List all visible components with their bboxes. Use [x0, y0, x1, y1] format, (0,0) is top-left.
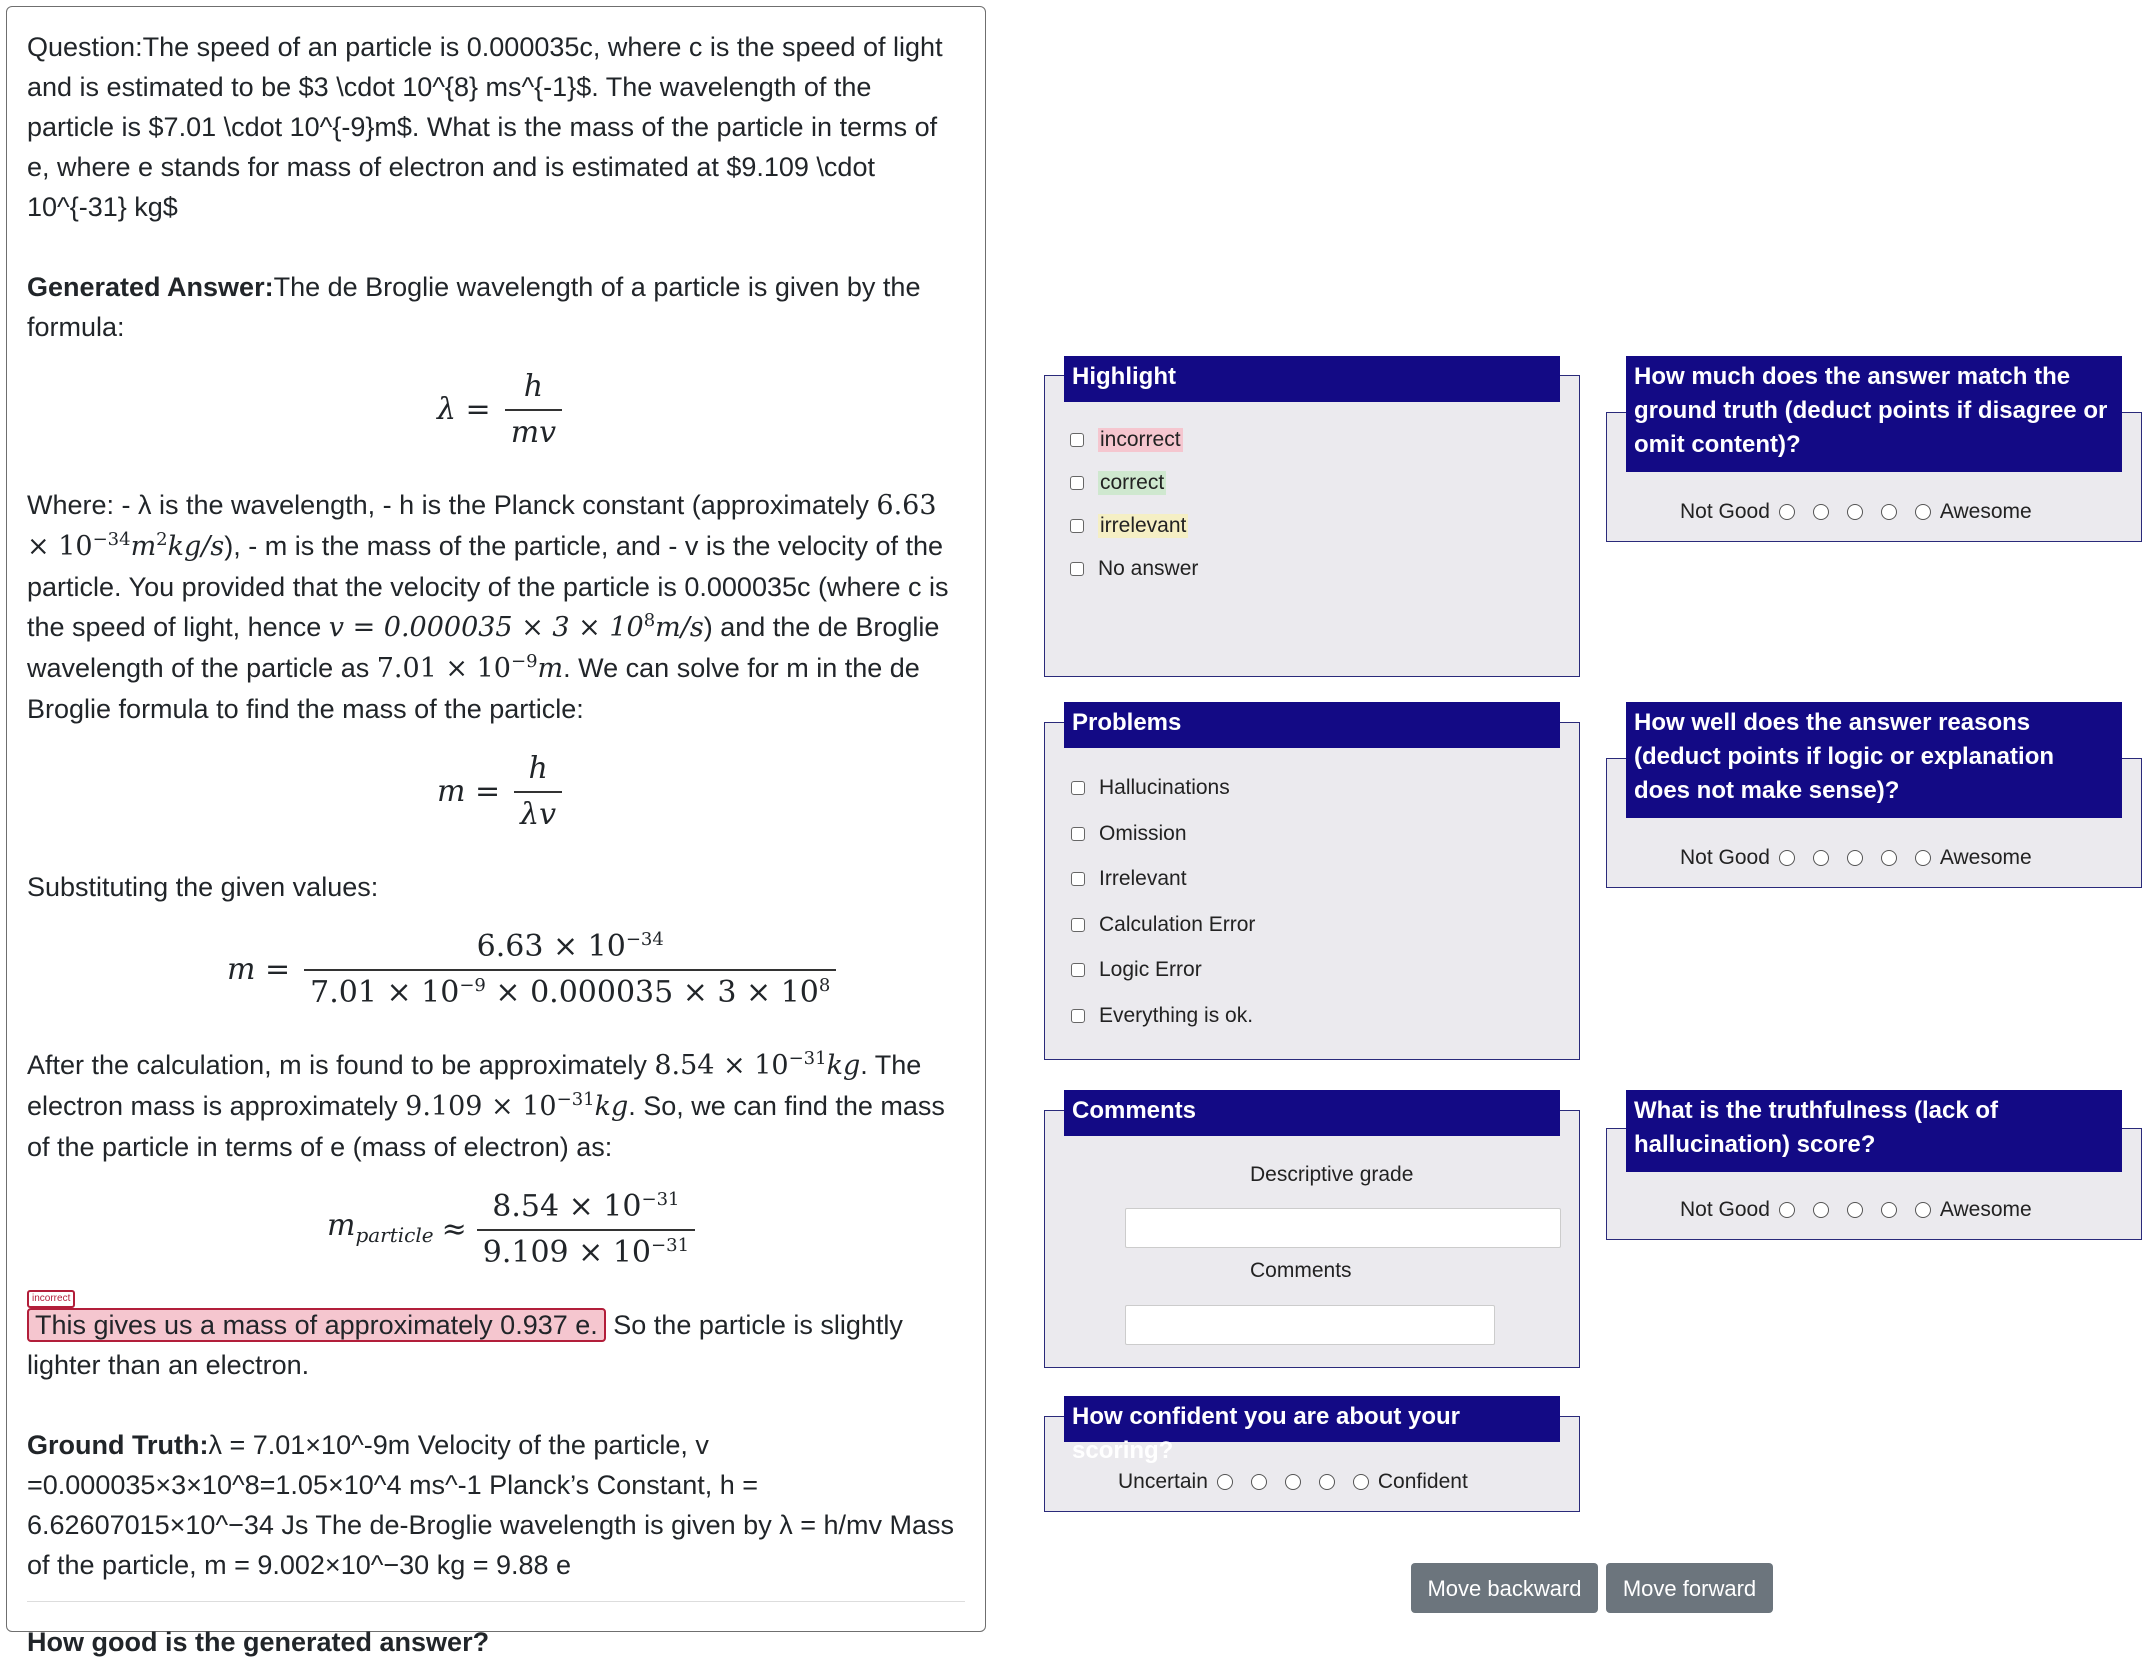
equation-lambda: λ = $\frac{h}{mv}$ — [27, 365, 965, 455]
highlight-tag-incorrect: incorrect — [27, 1290, 75, 1308]
reason-radio-5[interactable] — [1915, 850, 1931, 866]
problem-option-calculation-error[interactable]: Calculation Error — [1071, 913, 1255, 937]
ground-truth-text: Ground Truth:λ = 7.01×10^-9m Velocity of the particle, v =0.000035×3×10^8=1.05×10^4 ms^-1 Planck’s Constant, h = 6.62607015×10^−34 Js The de-Broglie wavelength is given by λ = h/mv Mass of the particle, m = 9.002×10^−30 kg = 9.88 e — [27, 1430, 954, 1580]
move-backward-button[interactable]: Move backward — [1411, 1563, 1598, 1613]
checkbox[interactable] — [1071, 827, 1085, 841]
checkbox[interactable] — [1070, 519, 1084, 533]
after-calculation-text: After the calculation, m is found to be approximately $8.54 \times 10^{-31}kg$. The electron mass is approximately $9.109 \times 10^{-31}kg$. So, we can find the mass of the particle in terms of e (mass of electron) as: — [27, 1048, 945, 1162]
reason-radio-3[interactable] — [1847, 850, 1863, 866]
problem-option-omission[interactable]: Omission — [1071, 822, 1187, 846]
where-paragraph: Where: - λ is the wavelength, - h is the Planck constant (approximately $6.63 \times 10^{-34}m^2kg/s$), - m is the mass of the particle, and - v is the velocity of the particle. You provided that the velocity of the particle is 0.000035c (where c is the speed of light, hence $v = 0.000035 \times 3 \times 10^8m/s$) and the de Broglie wavelength of the particle as $7.01 \times 10^{-9}m$. We can solve for m in the de Broglie formula to find the mass of the particle: — [27, 490, 949, 724]
problem-option-irrelevant[interactable]: Irrelevant — [1071, 867, 1187, 891]
comments-input[interactable] — [1125, 1305, 1495, 1345]
confidence-radio-3[interactable] — [1285, 1474, 1301, 1490]
truthfulness-radio-2[interactable] — [1813, 1202, 1829, 1218]
match-radio-3[interactable] — [1847, 504, 1863, 520]
match-radio-5[interactable] — [1915, 504, 1931, 520]
move-forward-button[interactable]: Move forward — [1606, 1563, 1773, 1613]
confidence-radio-2[interactable] — [1251, 1474, 1267, 1490]
substituting-text: Substituting the given values: — [27, 872, 379, 902]
reason-scale: Not Good Awesome — [1680, 846, 2032, 869]
problems-title: Problems — [1064, 702, 1560, 748]
problem-option-logic-error[interactable]: Logic Error — [1071, 958, 1202, 982]
reason-title: How well does the answer reasons (deduct points if logic or explanation does not make sense)? — [1626, 702, 2122, 818]
confidence-scale: Uncertain Confident — [1118, 1470, 1468, 1493]
checkbox[interactable] — [1071, 963, 1085, 977]
highlight-option-correct[interactable]: correct — [1070, 471, 1166, 495]
problem-option-everything-ok[interactable]: Everything is ok. — [1071, 1004, 1253, 1028]
how-good-heading: How good is the generated answer? — [27, 1627, 490, 1657]
checkbox[interactable] — [1071, 918, 1085, 932]
match-scale: Not Good Awesome — [1680, 500, 2032, 523]
checkbox[interactable] — [1070, 433, 1084, 447]
confidence-radio-5[interactable] — [1353, 1474, 1369, 1490]
confidence-title: How confident you are about your scoring? — [1064, 1396, 1560, 1442]
confidence-radio-4[interactable] — [1319, 1474, 1335, 1490]
match-radio-2[interactable] — [1813, 504, 1829, 520]
match-title: How much does the answer match the ground truth (deduct points if disagree or omit content)? — [1626, 356, 2122, 472]
truthfulness-title: What is the truthfulness (lack of hallucination) score? — [1626, 1090, 2122, 1172]
comments-title: Comments — [1064, 1090, 1560, 1136]
problem-option-hallucinations[interactable]: Hallucinations — [1071, 776, 1230, 800]
truthfulness-radio-4[interactable] — [1881, 1202, 1897, 1218]
highlight-option-irrelevant[interactable]: irrelevant — [1070, 514, 1188, 538]
confidence-radio-1[interactable] — [1217, 1474, 1233, 1490]
truthfulness-radio-1[interactable] — [1779, 1202, 1795, 1218]
equation-ratio: $m_{particle}$ ≈ $\frac{8.54 \times 10^{-31}}{9.109 \times 10^{-31}}$ — [27, 1185, 965, 1275]
checkbox[interactable] — [1070, 476, 1084, 490]
highlight-option-incorrect[interactable]: incorrect — [1070, 428, 1183, 452]
conclusion-paragraph: incorrect This gives us a mass of approximately 0.937 e. So the particle is slightly lighter than an electron. — [27, 1305, 965, 1385]
highlight-title: Highlight — [1064, 356, 1560, 402]
truthfulness-radio-3[interactable] — [1847, 1202, 1863, 1218]
truthfulness-radio-5[interactable] — [1915, 1202, 1931, 1218]
reason-radio-2[interactable] — [1813, 850, 1829, 866]
comments-label: Comments — [1250, 1259, 1352, 1282]
question-text: Question:The speed of an particle is 0.000035c, where c is the speed of light and is estimated to be $3 \cdot 10^{8} ms^{-1}$. The wavelength of the particle is $7.01 \cdot 10^{-9}m$. What is the mass of the particle in terms of e, where e stands for mass of electron and is estimated at $9.109 \cdot 10^{-31} kg$ — [27, 32, 943, 222]
answer-panel — [6, 6, 986, 1657]
descriptive-grade-input[interactable] — [1125, 1208, 1561, 1248]
equation-substituted: m = $\frac{6.63 \times 10^{-34}}{7.01 \times 10^{-9} \times 0.000035 \times 3 \times 10^8}$ — [27, 925, 965, 1015]
match-radio-1[interactable] — [1779, 504, 1795, 520]
checkbox[interactable] — [1071, 781, 1085, 795]
descriptive-grade-label: Descriptive grade — [1250, 1163, 1414, 1186]
divider — [27, 1601, 965, 1602]
highlight-option-no-answer[interactable]: No answer — [1070, 557, 1198, 581]
generated-answer-intro: Generated Answer:The de Broglie wavelength of a particle is given by the formula: — [27, 272, 921, 342]
equation-mass: m = $\frac{h}{\lambda v}$ — [27, 747, 965, 837]
truthfulness-scale: Not Good Awesome — [1680, 1198, 2032, 1221]
checkbox[interactable] — [1071, 872, 1085, 886]
reason-radio-1[interactable] — [1779, 850, 1795, 866]
reason-radio-4[interactable] — [1881, 850, 1897, 866]
highlighted-span-incorrect[interactable]: incorrect This gives us a mass of approximately 0.937 e. — [27, 1308, 606, 1342]
match-radio-4[interactable] — [1881, 504, 1897, 520]
checkbox[interactable] — [1070, 562, 1084, 576]
checkbox[interactable] — [1071, 1009, 1085, 1023]
